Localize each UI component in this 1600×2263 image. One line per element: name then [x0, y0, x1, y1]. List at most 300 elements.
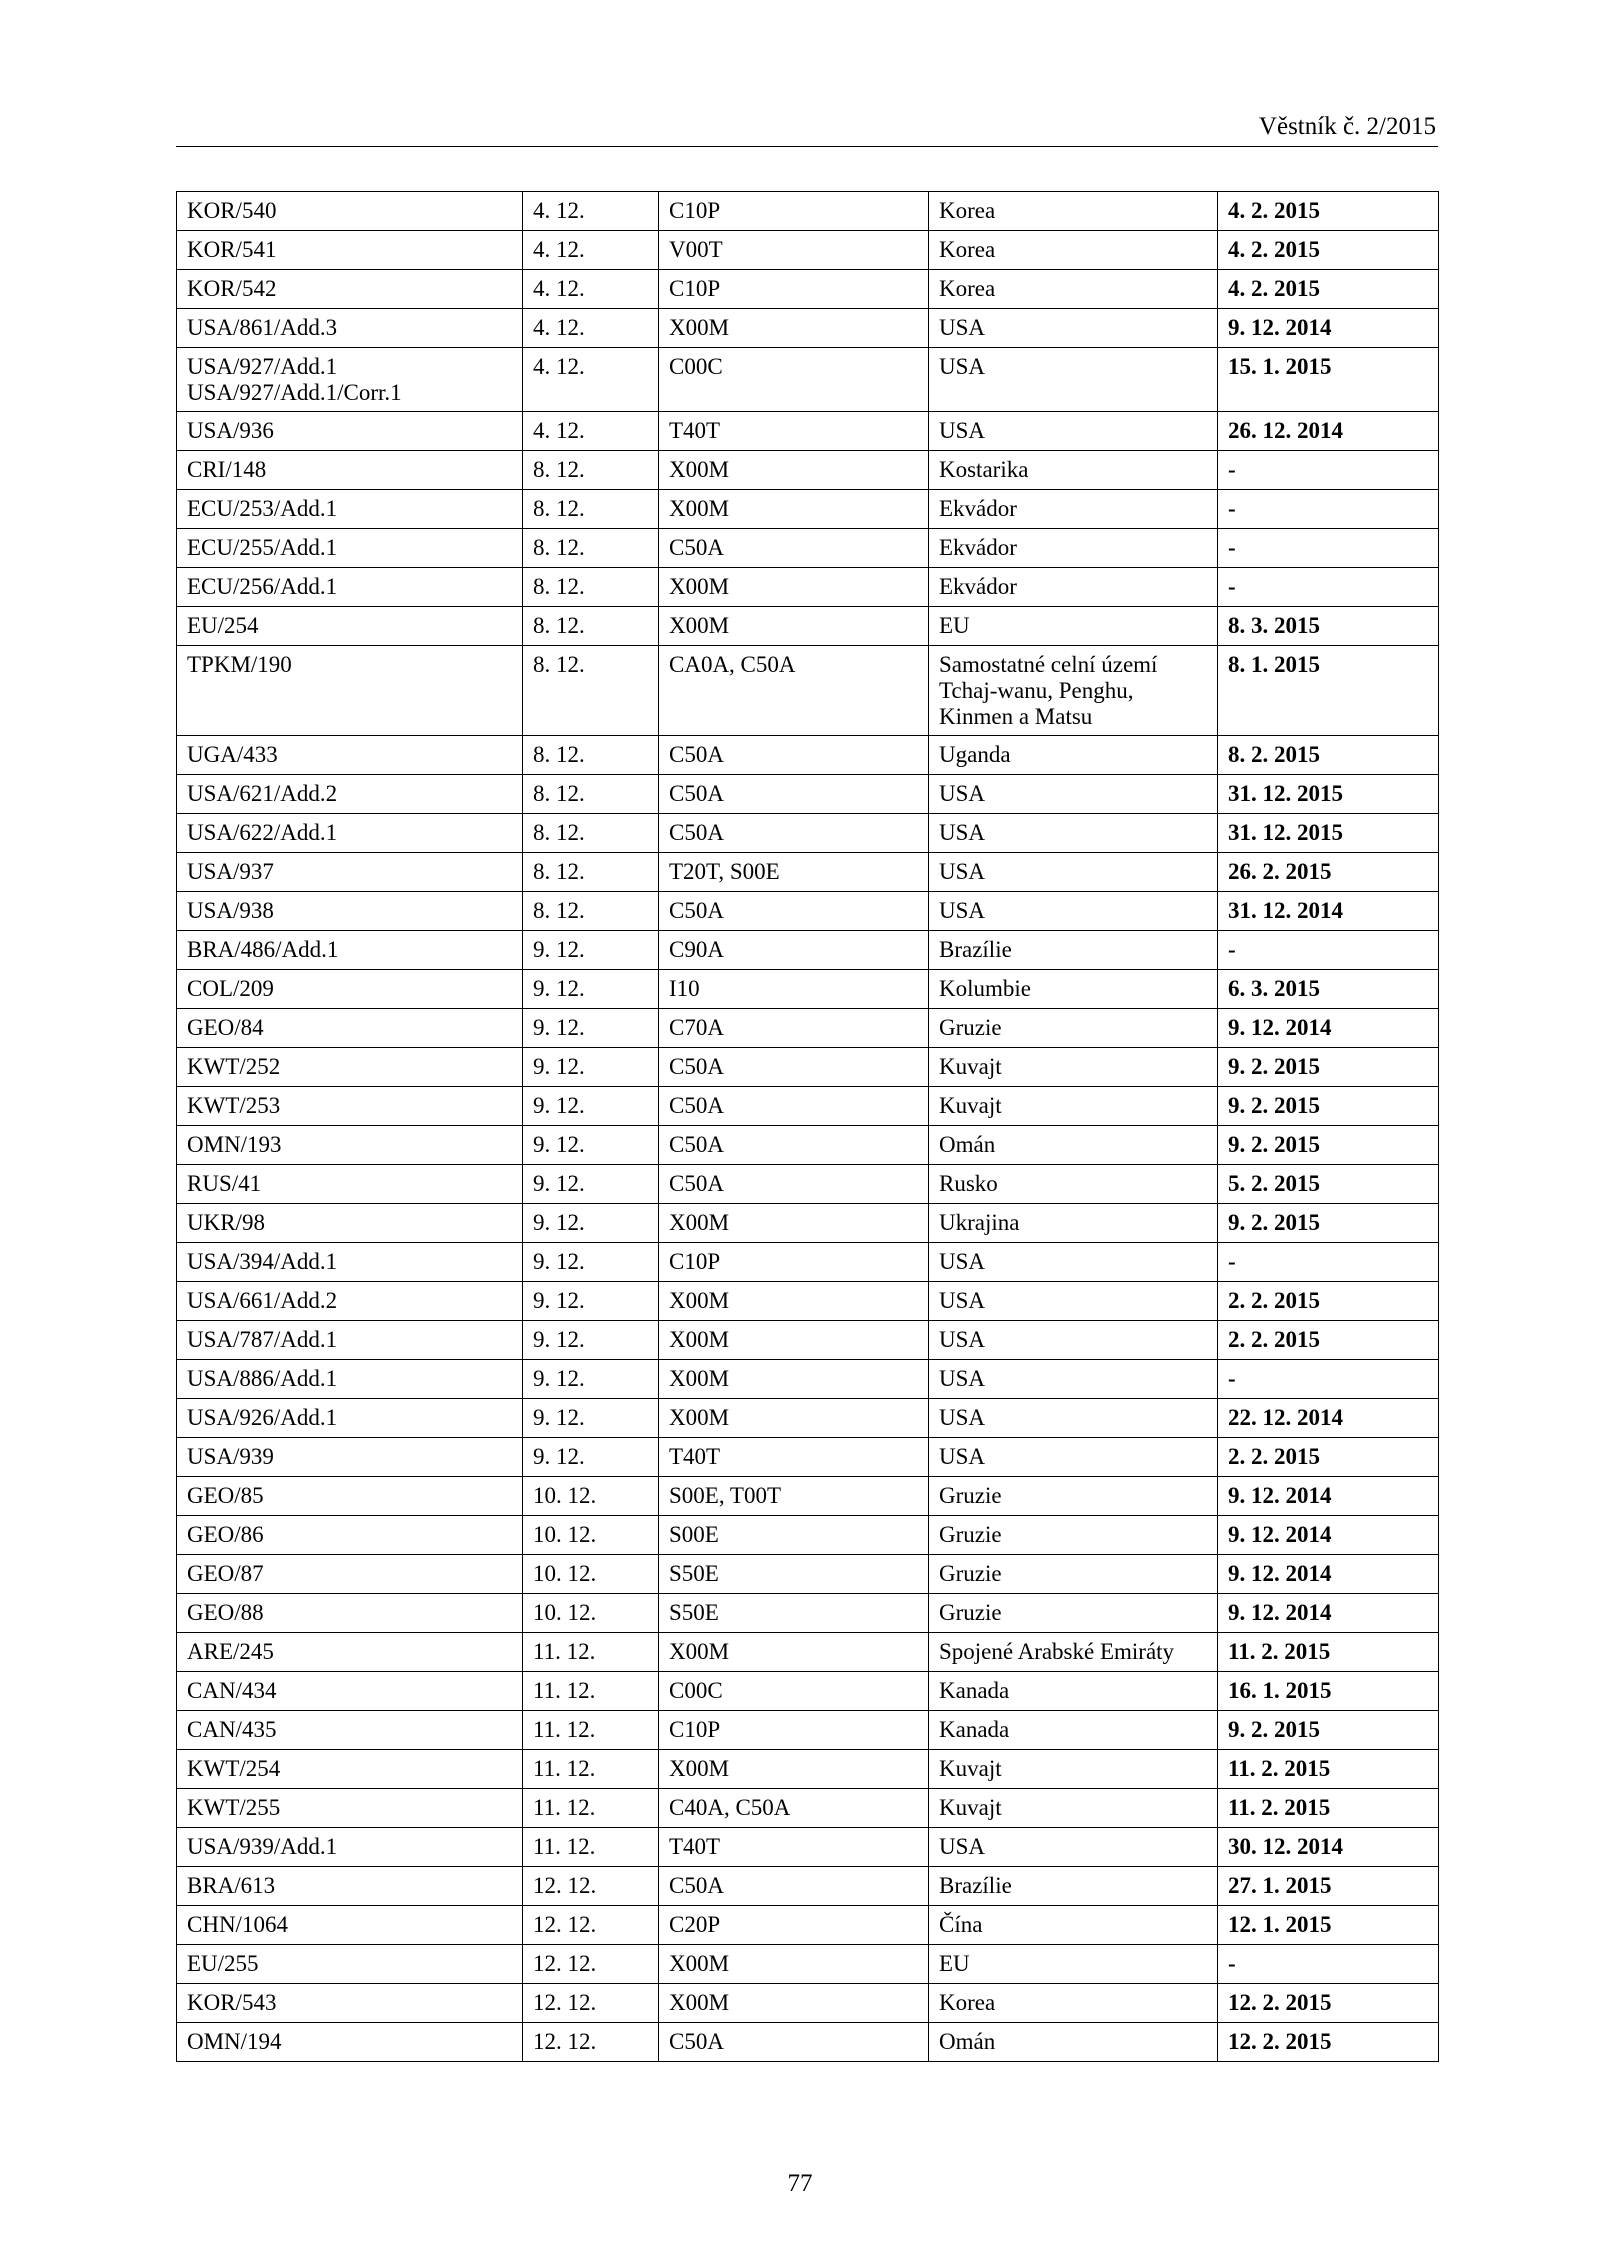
cell-document: [177, 1243, 523, 1282]
cell-document-line: CHN/1064: [187, 1912, 288, 1937]
cell-document-line: USA/394/Add.1: [187, 1249, 338, 1274]
cell-document-line: KOR/543: [187, 1990, 277, 2015]
cell-code: C50A: [659, 2023, 929, 2062]
cell-date: 10. 12.: [523, 1555, 659, 1594]
cell-country: [929, 970, 1218, 1009]
cell-document-line: CRI/148: [187, 457, 267, 482]
cell-document-line: CAN/434: [187, 1678, 277, 1703]
table-row: [177, 1867, 1439, 1906]
cell-code: I10: [659, 970, 929, 1009]
table-row: [177, 1789, 1439, 1828]
cell-country-line: USA: [939, 1327, 986, 1352]
cell-document: [177, 1672, 523, 1711]
table-row: [177, 1633, 1439, 1672]
cell-document: [177, 1789, 523, 1828]
cell-document: [177, 1087, 523, 1126]
cell-code: C50A: [659, 775, 929, 814]
cell-date: 9. 12.: [523, 1126, 659, 1165]
cell-document-line: GEO/88: [187, 1600, 264, 1625]
cell-date: 11. 12.: [523, 1711, 659, 1750]
cell-country-line: USA: [939, 1288, 986, 1313]
cell-country-line: Ukrajina: [939, 1210, 1020, 1235]
table-row: [177, 1594, 1439, 1633]
cell-deadline: 16. 1. 2015: [1218, 1672, 1439, 1711]
cell-country-line: Čína: [939, 1912, 983, 1937]
cell-country-line: USA: [939, 315, 986, 340]
cell-date: 8. 12.: [523, 775, 659, 814]
table-row: [177, 1360, 1439, 1399]
cell-code: T40T: [659, 1828, 929, 1867]
table-row: [177, 2023, 1439, 2062]
cell-document-line: GEO/85: [187, 1483, 264, 1508]
cell-code: C10P: [659, 1711, 929, 1750]
cell-date: 9. 12.: [523, 1360, 659, 1399]
cell-code: X00M: [659, 309, 929, 348]
cell-country-line: USA: [939, 354, 986, 379]
cell-deadline: -: [1218, 568, 1439, 607]
table-row: [177, 1438, 1439, 1477]
cell-country-line: Ekvádor: [939, 574, 1017, 599]
cell-document-line: KWT/255: [187, 1795, 281, 1820]
cell-document: [177, 1477, 523, 1516]
cell-document-line: USA/861/Add.3: [187, 315, 338, 340]
cell-code: C50A: [659, 1126, 929, 1165]
table-row: [177, 451, 1439, 490]
cell-code: C40A, C50A: [659, 1789, 929, 1828]
table-row: [177, 853, 1439, 892]
cell-deadline: 9. 12. 2014: [1218, 1009, 1439, 1048]
cell-deadline: 8. 1. 2015: [1218, 646, 1439, 736]
cell-country: [929, 892, 1218, 931]
table-row: [177, 1087, 1439, 1126]
cell-code: X00M: [659, 1204, 929, 1243]
cell-code: V00T: [659, 231, 929, 270]
table-row: [177, 970, 1439, 1009]
cell-document-line: USA/886/Add.1: [187, 1366, 338, 1391]
cell-country: [929, 192, 1218, 231]
table-row: [177, 1906, 1439, 1945]
cell-date: 8. 12.: [523, 529, 659, 568]
cell-document: [177, 2023, 523, 2062]
cell-document: [177, 1126, 523, 1165]
table-body: [177, 192, 1439, 2062]
table-row: [177, 1399, 1439, 1438]
cell-document: [177, 892, 523, 931]
cell-country: [929, 412, 1218, 451]
cell-deadline: 9. 12. 2014: [1218, 309, 1439, 348]
cell-deadline: 31. 12. 2014: [1218, 892, 1439, 931]
cell-date: 4. 12.: [523, 412, 659, 451]
cell-date: 9. 12.: [523, 1048, 659, 1087]
cell-country: [929, 1360, 1218, 1399]
cell-deadline: 31. 12. 2015: [1218, 814, 1439, 853]
table-row: [177, 646, 1439, 736]
cell-document: [177, 1750, 523, 1789]
cell-code: C10P: [659, 192, 929, 231]
cell-document-line: USA/787/Add.1: [187, 1327, 338, 1352]
cell-country: [929, 1321, 1218, 1360]
cell-code: S00E, T00T: [659, 1477, 929, 1516]
table-row: [177, 1750, 1439, 1789]
cell-document: [177, 270, 523, 309]
cell-country: [929, 1555, 1218, 1594]
cell-document-line: KOR/540: [187, 198, 277, 223]
cell-date: 9. 12.: [523, 1087, 659, 1126]
header-title: Věstník č. 2/2015: [1258, 113, 1436, 140]
cell-country-line: Samostatné celní území: [939, 652, 1158, 677]
cell-country: [929, 1828, 1218, 1867]
cell-document-line: GEO/87: [187, 1561, 264, 1586]
cell-deadline: 9. 12. 2014: [1218, 1594, 1439, 1633]
page-header: [176, 112, 1438, 147]
cell-code: CA0A, C50A: [659, 646, 929, 736]
table-row: [177, 1672, 1439, 1711]
cell-date: 8. 12.: [523, 853, 659, 892]
cell-deadline: 30. 12. 2014: [1218, 1828, 1439, 1867]
cell-date: 8. 12.: [523, 607, 659, 646]
table-row: [177, 309, 1439, 348]
cell-deadline: 9. 2. 2015: [1218, 1087, 1439, 1126]
cell-document: [177, 970, 523, 1009]
cell-country: [929, 1243, 1218, 1282]
cell-document-line: USA/937: [187, 859, 274, 884]
table-row: [177, 892, 1439, 931]
cell-country-line: USA: [939, 859, 986, 884]
cell-deadline: 12. 1. 2015: [1218, 1906, 1439, 1945]
cell-deadline: 26. 12. 2014: [1218, 412, 1439, 451]
cell-document-line: KWT/253: [187, 1093, 281, 1118]
cell-document-line: BRA/486/Add.1: [187, 937, 339, 962]
cell-deadline: -: [1218, 490, 1439, 529]
cell-document: [177, 231, 523, 270]
cell-date: 10. 12.: [523, 1516, 659, 1555]
cell-country: [929, 1516, 1218, 1555]
cell-code: C50A: [659, 736, 929, 775]
table-row: [177, 1126, 1439, 1165]
table-row: [177, 1477, 1439, 1516]
cell-document: [177, 931, 523, 970]
cell-country: [929, 1672, 1218, 1711]
cell-country-line: Gruzie: [939, 1522, 1002, 1547]
cell-country-line: USA: [939, 418, 986, 443]
cell-deadline: 9. 12. 2014: [1218, 1477, 1439, 1516]
cell-deadline: 27. 1. 2015: [1218, 1867, 1439, 1906]
cell-document-line: ECU/255/Add.1: [187, 535, 338, 560]
table-row: [177, 1516, 1439, 1555]
cell-country: [929, 1906, 1218, 1945]
cell-deadline: -: [1218, 451, 1439, 490]
cell-document: [177, 1009, 523, 1048]
cell-code: T20T, S00E: [659, 853, 929, 892]
cell-code: S50E: [659, 1594, 929, 1633]
table-row: [177, 1945, 1439, 1984]
cell-country-line: Kuvajt: [939, 1093, 1002, 1118]
cell-country: [929, 1438, 1218, 1477]
cell-date: 8. 12.: [523, 892, 659, 931]
cell-document: [177, 1165, 523, 1204]
cell-date: 4. 12.: [523, 192, 659, 231]
cell-country-line: Korea: [939, 1990, 996, 2015]
cell-code: X00M: [659, 1945, 929, 1984]
table-row: [177, 270, 1439, 309]
cell-country-line: Brazílie: [939, 1873, 1012, 1898]
cell-document-line: ARE/245: [187, 1639, 274, 1664]
cell-document: [177, 1204, 523, 1243]
cell-document-line: KOR/542: [187, 276, 277, 301]
table-row: [177, 231, 1439, 270]
cell-country: [929, 348, 1218, 412]
cell-document-line: USA/661/Add.2: [187, 1288, 338, 1313]
cell-document: [177, 1984, 523, 2023]
cell-country: [929, 1282, 1218, 1321]
cell-country-line: Ekvádor: [939, 535, 1017, 560]
cell-country-line: Uganda: [939, 742, 1011, 767]
cell-country-line: Kuvajt: [939, 1054, 1002, 1079]
cell-country: [929, 931, 1218, 970]
cell-country: [929, 568, 1218, 607]
cell-code: C50A: [659, 1867, 929, 1906]
cell-document-line: ECU/253/Add.1: [187, 496, 338, 521]
cell-country: [929, 1165, 1218, 1204]
cell-date: 8. 12.: [523, 451, 659, 490]
cell-document-line: USA/926/Add.1: [187, 1405, 338, 1430]
cell-country-line: Gruzie: [939, 1561, 1002, 1586]
cell-date: 4. 12.: [523, 348, 659, 412]
cell-code: C90A: [659, 931, 929, 970]
cell-date: 8. 12.: [523, 568, 659, 607]
cell-code: S50E: [659, 1555, 929, 1594]
cell-country-line: Kanada: [939, 1678, 1010, 1703]
cell-document-line: OMN/194: [187, 2029, 282, 2054]
cell-document-line: RUS/41: [187, 1171, 262, 1196]
table-row: [177, 348, 1439, 412]
cell-document: [177, 1438, 523, 1477]
cell-date: 8. 12.: [523, 736, 659, 775]
cell-document: [177, 646, 523, 736]
cell-country: [929, 309, 1218, 348]
cell-deadline: 15. 1. 2015: [1218, 348, 1439, 412]
cell-country-line: Rusko: [939, 1171, 998, 1196]
cell-country: [929, 2023, 1218, 2062]
cell-country: [929, 646, 1218, 736]
cell-document-line: OMN/193: [187, 1132, 282, 1157]
cell-country: [929, 270, 1218, 309]
cell-deadline: 11. 2. 2015: [1218, 1750, 1439, 1789]
cell-country-line: Korea: [939, 237, 996, 262]
cell-deadline: 8. 3. 2015: [1218, 607, 1439, 646]
cell-country: [929, 736, 1218, 775]
cell-document: [177, 1282, 523, 1321]
cell-country: [929, 1399, 1218, 1438]
cell-date: 8. 12.: [523, 814, 659, 853]
cell-document-line: BRA/613: [187, 1873, 276, 1898]
cell-code: X00M: [659, 1984, 929, 2023]
cell-date: 9. 12.: [523, 1243, 659, 1282]
cell-country-line: Gruzie: [939, 1600, 1002, 1625]
table-row: [177, 1282, 1439, 1321]
table-row: [177, 1828, 1439, 1867]
cell-deadline: -: [1218, 529, 1439, 568]
cell-document-line: GEO/86: [187, 1522, 264, 1547]
cell-document: [177, 1594, 523, 1633]
cell-country-line: USA: [939, 781, 986, 806]
cell-deadline: 2. 2. 2015: [1218, 1438, 1439, 1477]
cell-date: 4. 12.: [523, 309, 659, 348]
cell-document-line: UKR/98: [187, 1210, 265, 1235]
cell-code: S00E: [659, 1516, 929, 1555]
cell-deadline: 12. 2. 2015: [1218, 2023, 1439, 2062]
cell-date: 9. 12.: [523, 970, 659, 1009]
cell-country-line: USA: [939, 1405, 986, 1430]
cell-country-line: USA: [939, 1249, 986, 1274]
cell-code: C50A: [659, 1087, 929, 1126]
cell-date: 9. 12.: [523, 931, 659, 970]
cell-code: C50A: [659, 814, 929, 853]
cell-code: C50A: [659, 529, 929, 568]
cell-date: 9. 12.: [523, 1165, 659, 1204]
cell-date: 12. 12.: [523, 2023, 659, 2062]
table-row: [177, 529, 1439, 568]
cell-document-line: USA/927/Add.1/Corr.1: [187, 380, 402, 405]
cell-date: 8. 12.: [523, 646, 659, 736]
cell-country-line: Kuvajt: [939, 1756, 1002, 1781]
cell-date: 9. 12.: [523, 1204, 659, 1243]
cell-country: [929, 451, 1218, 490]
cell-date: 12. 12.: [523, 1867, 659, 1906]
cell-country-line: USA: [939, 1834, 986, 1859]
cell-code: C00C: [659, 1672, 929, 1711]
cell-country: [929, 1750, 1218, 1789]
cell-country: [929, 529, 1218, 568]
cell-code: C50A: [659, 892, 929, 931]
cell-deadline: -: [1218, 1945, 1439, 1984]
cell-document: [177, 1516, 523, 1555]
cell-country: [929, 231, 1218, 270]
table-row: [177, 1204, 1439, 1243]
cell-country: [929, 1204, 1218, 1243]
cell-country-line: Gruzie: [939, 1015, 1002, 1040]
cell-document-line: GEO/84: [187, 1015, 264, 1040]
cell-document: [177, 814, 523, 853]
cell-deadline: 2. 2. 2015: [1218, 1321, 1439, 1360]
cell-date: 9. 12.: [523, 1282, 659, 1321]
table-row: [177, 1165, 1439, 1204]
cell-code: X00M: [659, 490, 929, 529]
cell-document-line: USA/927/Add.1: [187, 354, 338, 379]
cell-document: [177, 1633, 523, 1672]
cell-date: 10. 12.: [523, 1477, 659, 1516]
cell-code: C70A: [659, 1009, 929, 1048]
cell-deadline: 9. 2. 2015: [1218, 1204, 1439, 1243]
notification-table: [176, 191, 1439, 2062]
cell-document: [177, 412, 523, 451]
cell-document-line: EU/255: [187, 1951, 259, 1976]
cell-country: [929, 853, 1218, 892]
cell-document-line: UGA/433: [187, 742, 278, 767]
cell-deadline: 6. 3. 2015: [1218, 970, 1439, 1009]
cell-country: [929, 1126, 1218, 1165]
cell-code: X00M: [659, 1750, 929, 1789]
cell-country: [929, 1789, 1218, 1828]
cell-country-line: Brazílie: [939, 937, 1012, 962]
cell-document: [177, 348, 523, 412]
cell-deadline: 11. 2. 2015: [1218, 1633, 1439, 1672]
cell-document: [177, 853, 523, 892]
table-row: [177, 490, 1439, 529]
cell-document-line: USA/939: [187, 1444, 274, 1469]
table-row: [177, 192, 1439, 231]
cell-date: 4. 12.: [523, 270, 659, 309]
cell-country-line: EU: [939, 613, 970, 638]
cell-code: C10P: [659, 1243, 929, 1282]
cell-code: C00C: [659, 348, 929, 412]
cell-country: [929, 1477, 1218, 1516]
cell-document: [177, 1555, 523, 1594]
table-row: [177, 412, 1439, 451]
cell-document: [177, 568, 523, 607]
cell-document-line: ECU/256/Add.1: [187, 574, 338, 599]
cell-document-line: EU/254: [187, 613, 259, 638]
cell-document: [177, 1360, 523, 1399]
cell-document: [177, 1711, 523, 1750]
cell-code: X00M: [659, 568, 929, 607]
cell-code: C20P: [659, 1906, 929, 1945]
cell-document: [177, 1321, 523, 1360]
cell-country: [929, 1711, 1218, 1750]
cell-date: 11. 12.: [523, 1633, 659, 1672]
cell-document: [177, 1906, 523, 1945]
cell-country-line: Ekvádor: [939, 496, 1017, 521]
cell-document-line: USA/938: [187, 898, 274, 923]
table-row: [177, 1321, 1439, 1360]
cell-country-line: EU: [939, 1951, 970, 1976]
cell-document: [177, 490, 523, 529]
cell-document: [177, 1399, 523, 1438]
cell-deadline: -: [1218, 1243, 1439, 1282]
table-row: [177, 607, 1439, 646]
table-row: [177, 775, 1439, 814]
cell-country: [929, 1009, 1218, 1048]
table-row: [177, 814, 1439, 853]
cell-deadline: 5. 2. 2015: [1218, 1165, 1439, 1204]
cell-date: 11. 12.: [523, 1828, 659, 1867]
cell-document: [177, 1828, 523, 1867]
cell-code: X00M: [659, 1282, 929, 1321]
cell-deadline: 9. 12. 2014: [1218, 1555, 1439, 1594]
table-row: [177, 1711, 1439, 1750]
cell-document-line: USA/622/Add.1: [187, 820, 338, 845]
cell-document: [177, 775, 523, 814]
cell-country: [929, 775, 1218, 814]
table-row: [177, 1009, 1439, 1048]
cell-country-line: USA: [939, 820, 986, 845]
cell-deadline: 4. 2. 2015: [1218, 270, 1439, 309]
cell-code: X00M: [659, 451, 929, 490]
cell-document: [177, 1945, 523, 1984]
cell-document-line: CAN/435: [187, 1717, 277, 1742]
cell-country-line: USA: [939, 1444, 986, 1469]
cell-code: X00M: [659, 1360, 929, 1399]
cell-deadline: -: [1218, 1360, 1439, 1399]
cell-deadline: 9. 2. 2015: [1218, 1711, 1439, 1750]
cell-deadline: 4. 2. 2015: [1218, 231, 1439, 270]
cell-date: 9. 12.: [523, 1009, 659, 1048]
cell-code: T40T: [659, 412, 929, 451]
table-row: [177, 1984, 1439, 2023]
cell-deadline: 11. 2. 2015: [1218, 1789, 1439, 1828]
cell-date: 11. 12.: [523, 1750, 659, 1789]
cell-country: [929, 1633, 1218, 1672]
